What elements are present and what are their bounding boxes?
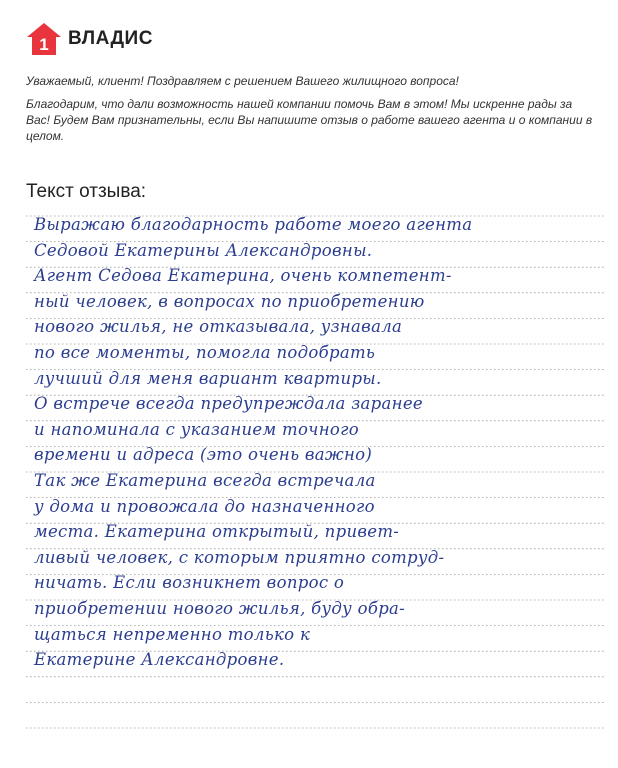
intro-text [26, 73, 596, 144]
header [26, 22, 153, 56]
intro-paragraph-2: Благодарим, что дали возможность нашей компании помочь Вам в этом! Мы искренне рады за Вас! Будем Вам признательны, если Вы напишите отзыв о работе вашего агента и о компании в целом. [26, 97, 593, 143]
intro-paragraph-1: Уважаемый, клиент! Поздравляем с решением Вашего жилищного вопроса! [26, 74, 459, 88]
review-title: Текст отзыва: [26, 181, 147, 202]
logo-digit: 1 [39, 35, 49, 54]
house-key-icon [26, 22, 62, 56]
brand-name: ВЛАДИС [68, 28, 153, 49]
handwritten-review: Выражаю благодарность работе моего агента Седовой Екатерины Александровны. Агент Седова Екатерина, очень компетент- ный человек, в вопросах по приобретению нового жилья, не отказывала, узнавала по все моменты, помогла подобрать лучший для меня вариант квартиры. О встрече всегда предупреждала заранее и напоминала с указанием точного времени и адреса (это очень важно) Так же Екатерина всегда встречала у дома и провожала до назначенного места. Екатерина открытый, привет- ливый человек, с которым приятно сотруд- ничать. Если возникнет вопрос о приобретении нового жилья, буду обра- щаться непременно только к Екатерине Александровне. [34, 215, 473, 670]
